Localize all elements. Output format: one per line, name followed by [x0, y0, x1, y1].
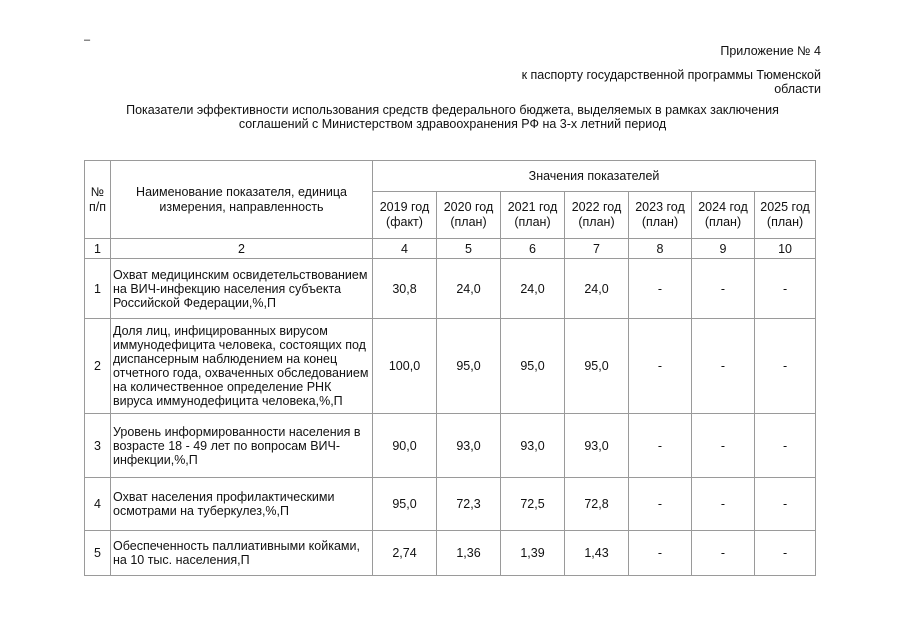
year-header: [373, 192, 437, 239]
value-cell: -: [692, 259, 755, 319]
table-row: [85, 531, 816, 576]
year-kind: (план): [766, 215, 804, 229]
header-number: № п/п: [85, 161, 111, 239]
value-cell: 72,5: [501, 478, 565, 531]
row-number: 5: [85, 531, 111, 576]
indicator-name: Обеспеченность паллиативными койками, на 10 тыс. населения,П: [111, 531, 373, 576]
value-cell: 72,8: [565, 478, 629, 531]
year-kind: (план): [704, 215, 742, 229]
value-cell: -: [755, 319, 816, 414]
value-cell: 1,43: [565, 531, 629, 576]
table-row: [85, 478, 816, 531]
value-cell: -: [755, 478, 816, 531]
value-cell: 93,0: [565, 414, 629, 478]
value-cell: -: [692, 414, 755, 478]
year-header: [565, 192, 629, 239]
column-index: 1: [85, 239, 111, 259]
row-number: 4: [85, 478, 111, 531]
value-cell: 95,0: [373, 478, 437, 531]
appendix-label: Приложение № 4: [720, 44, 821, 58]
year-label: 2025 год: [760, 200, 810, 214]
document-title: Показатели эффективности использования средств федерального бюджета, выделяемых в рамках заключения соглашений с Министерством здравоохранения РФ на 3-х летний период: [126, 103, 779, 131]
column-index: 7: [565, 239, 629, 259]
value-cell: 1,39: [501, 531, 565, 576]
table-row: [85, 414, 816, 478]
value-cell: -: [755, 531, 816, 576]
year-label: 2021 год: [507, 200, 558, 214]
indicator-name: Уровень информированности населения в возрасте 18 - 49 лет по вопросам ВИЧ-инфекции,%,П: [111, 414, 373, 478]
year-kind: (план): [514, 215, 551, 229]
header-dash: –: [84, 34, 91, 46]
year-header: [437, 192, 501, 239]
year-label: 2023 год: [635, 200, 685, 214]
column-index: 9: [692, 239, 755, 259]
table-row: [85, 259, 816, 319]
year-kind: (план): [450, 215, 487, 229]
indicator-name: Доля лиц, инфицированных вирусом иммунодефицита человека, состоящих под диспансерным наблюдением на конец отчетного года, охваченных обследованием на количественное определение РНК вируса иммунодефицита человека,%,П: [111, 319, 373, 414]
value-cell: -: [755, 259, 816, 319]
year-kind: (факт): [386, 215, 423, 229]
year-kind: (план): [578, 215, 615, 229]
year-header: [629, 192, 692, 239]
value-cell: 90,0: [373, 414, 437, 478]
year-label: 2024 год: [698, 200, 748, 214]
year-header: [692, 192, 755, 239]
indicator-name: Охват медицинским освидетельствованием на ВИЧ-инфекцию населения субъекта Российской Федерации,%,П: [111, 259, 373, 319]
value-cell: -: [629, 414, 692, 478]
program-subtitle: к паспорту государственной программы Тюменской области: [521, 68, 821, 96]
value-cell: 24,0: [437, 259, 501, 319]
year-label: 2019 год: [379, 200, 430, 214]
column-index: 2: [111, 239, 373, 259]
value-cell: 24,0: [565, 259, 629, 319]
indicator-name: Охват населения профилактическими осмотрами на туберкулез,%,П: [111, 478, 373, 531]
value-cell: -: [692, 531, 755, 576]
value-cell: 1,36: [437, 531, 501, 576]
year-label: 2020 год: [443, 200, 494, 214]
row-number: 1: [85, 259, 111, 319]
value-cell: -: [629, 319, 692, 414]
row-number: 3: [85, 414, 111, 478]
year-kind: (план): [641, 215, 679, 229]
column-index: 10: [755, 239, 816, 259]
value-cell: -: [629, 531, 692, 576]
value-cell: 95,0: [501, 319, 565, 414]
column-index: 8: [629, 239, 692, 259]
year-header: [501, 192, 565, 239]
table-row: [85, 319, 816, 414]
column-index: 4: [373, 239, 437, 259]
value-cell: -: [629, 478, 692, 531]
year-header: [755, 192, 816, 239]
value-cell: -: [692, 478, 755, 531]
value-cell: 72,3: [437, 478, 501, 531]
value-cell: -: [755, 414, 816, 478]
row-number: 2: [85, 319, 111, 414]
header-indicator-name: Наименование показателя, единица измерения, направленность: [111, 161, 373, 239]
value-cell: 93,0: [501, 414, 565, 478]
year-label: 2022 год: [571, 200, 622, 214]
value-cell: 30,8: [373, 259, 437, 319]
column-index: 6: [501, 239, 565, 259]
value-cell: -: [692, 319, 755, 414]
column-index-row: [85, 239, 816, 259]
indicators-table: [84, 160, 816, 576]
value-cell: 100,0: [373, 319, 437, 414]
value-cell: 95,0: [437, 319, 501, 414]
value-cell: 24,0: [501, 259, 565, 319]
value-cell: -: [629, 259, 692, 319]
column-index: 5: [437, 239, 501, 259]
value-cell: 95,0: [565, 319, 629, 414]
value-cell: 2,74: [373, 531, 437, 576]
header-values: Значения показателей: [373, 161, 816, 192]
value-cell: 93,0: [437, 414, 501, 478]
